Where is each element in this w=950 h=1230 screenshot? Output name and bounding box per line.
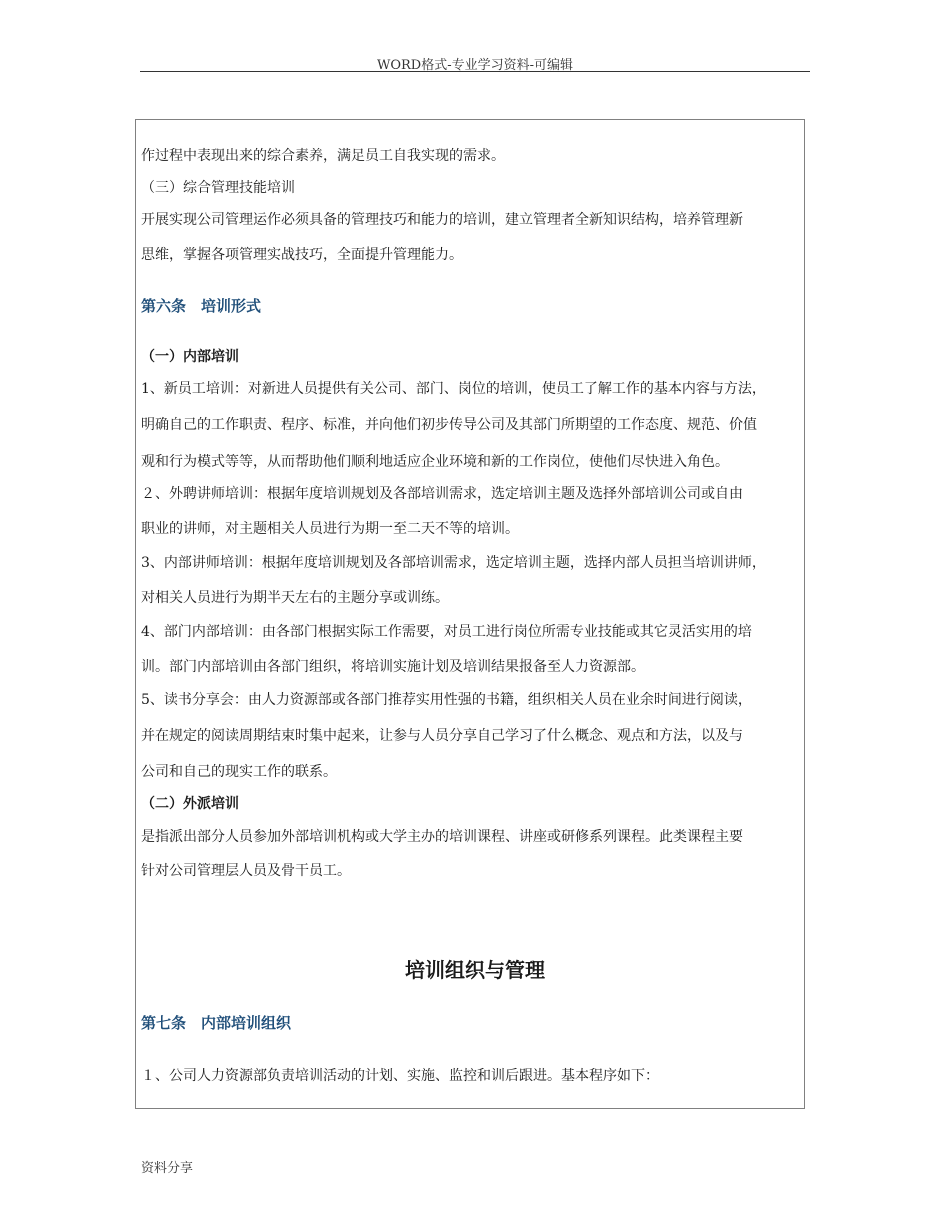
paragraph-line: １、公司人力资源部负责培训活动的计划、实施、监控和训后跟进。基本程序如下：	[141, 1068, 659, 1084]
paragraph-line: 对相关人员进行为期半天左右的主题分享或训练。	[141, 590, 449, 606]
paragraph-line: 针对公司管理层人员及骨干员工。	[141, 863, 351, 879]
section-title: 培训组织与管理	[405, 958, 545, 982]
paragraph-line: 思维，掌握各项管理实战技巧，全面提升管理能力。	[141, 247, 463, 263]
paragraph-line: 作过程中表现出来的综合素养，满足员工自我实现的需求。	[141, 148, 505, 164]
article-heading: 第七条 内部培训组织	[141, 1014, 292, 1032]
paragraph-line: 明确自己的工作职责、程序、标准，并向他们初步传导公司及其部门所期望的工作态度、规范、价值	[141, 417, 757, 433]
paragraph-line: 5、读书分享会：由人力资源部或各部门推荐实用性强的书籍，组织相关人员在业余时间进行阅读，	[141, 692, 752, 708]
section-subheading: （二）外派培训	[141, 796, 239, 812]
paragraph-line: ２、外聘讲师培训：根据年度培训规划及各部培训需求，选定培训主题及选择外部培训公司或自由	[141, 486, 743, 502]
paragraph-line: 开展实现公司管理运作必须具备的管理技巧和能力的培训，建立管理者全新知识结构，培养管理新	[141, 212, 743, 228]
paragraph-line: 是指派出部分人员参加外部培训机构或大学主办的培训课程、讲座或研修系列课程。此类课程主要	[141, 829, 743, 845]
paragraph-line: （三）综合管理技能培训	[141, 180, 295, 196]
paragraph-line: 训。部门内部培训由各部门组织，将培训实施计划及培训结果报备至人力资源部。	[141, 659, 645, 675]
section-subheading: （一）内部培训	[141, 349, 239, 365]
paragraph-line: 职业的讲师，对主题相关人员进行为期一至二天不等的培训。	[141, 521, 519, 537]
paragraph-line: 1、新员工培训：对新进人员提供有关公司、部门、岗位的培训，使员工了解工作的基本内容与方法，	[141, 381, 766, 397]
page-header: WORD格式-专业学习资料-可编辑	[376, 58, 574, 73]
article-heading: 第六条 培训形式	[141, 297, 262, 315]
paragraph-line: 3、内部讲师培训：根据年度培训规划及各部培训需求，选定培训主题，选择内部人员担当培训讲师，	[141, 555, 766, 571]
paragraph-line: 4、部门内部培训：由各部门根据实际工作需要，对员工进行岗位所需专业技能或其它灵活实用的培	[141, 624, 752, 640]
paragraph-line: 公司和自己的现实工作的联系。	[141, 764, 337, 780]
page-footer: 资料分享	[141, 1161, 194, 1176]
header-divider	[140, 71, 810, 72]
paragraph-line: 观和行为模式等等，从而帮助他们顺利地适应企业环境和新的工作岗位，使他们尽快进入角色。	[141, 454, 729, 470]
paragraph-line: 并在规定的阅读周期结束时集中起来，让参与人员分享自己学习了什么概念、观点和方法，以及与	[141, 728, 743, 744]
